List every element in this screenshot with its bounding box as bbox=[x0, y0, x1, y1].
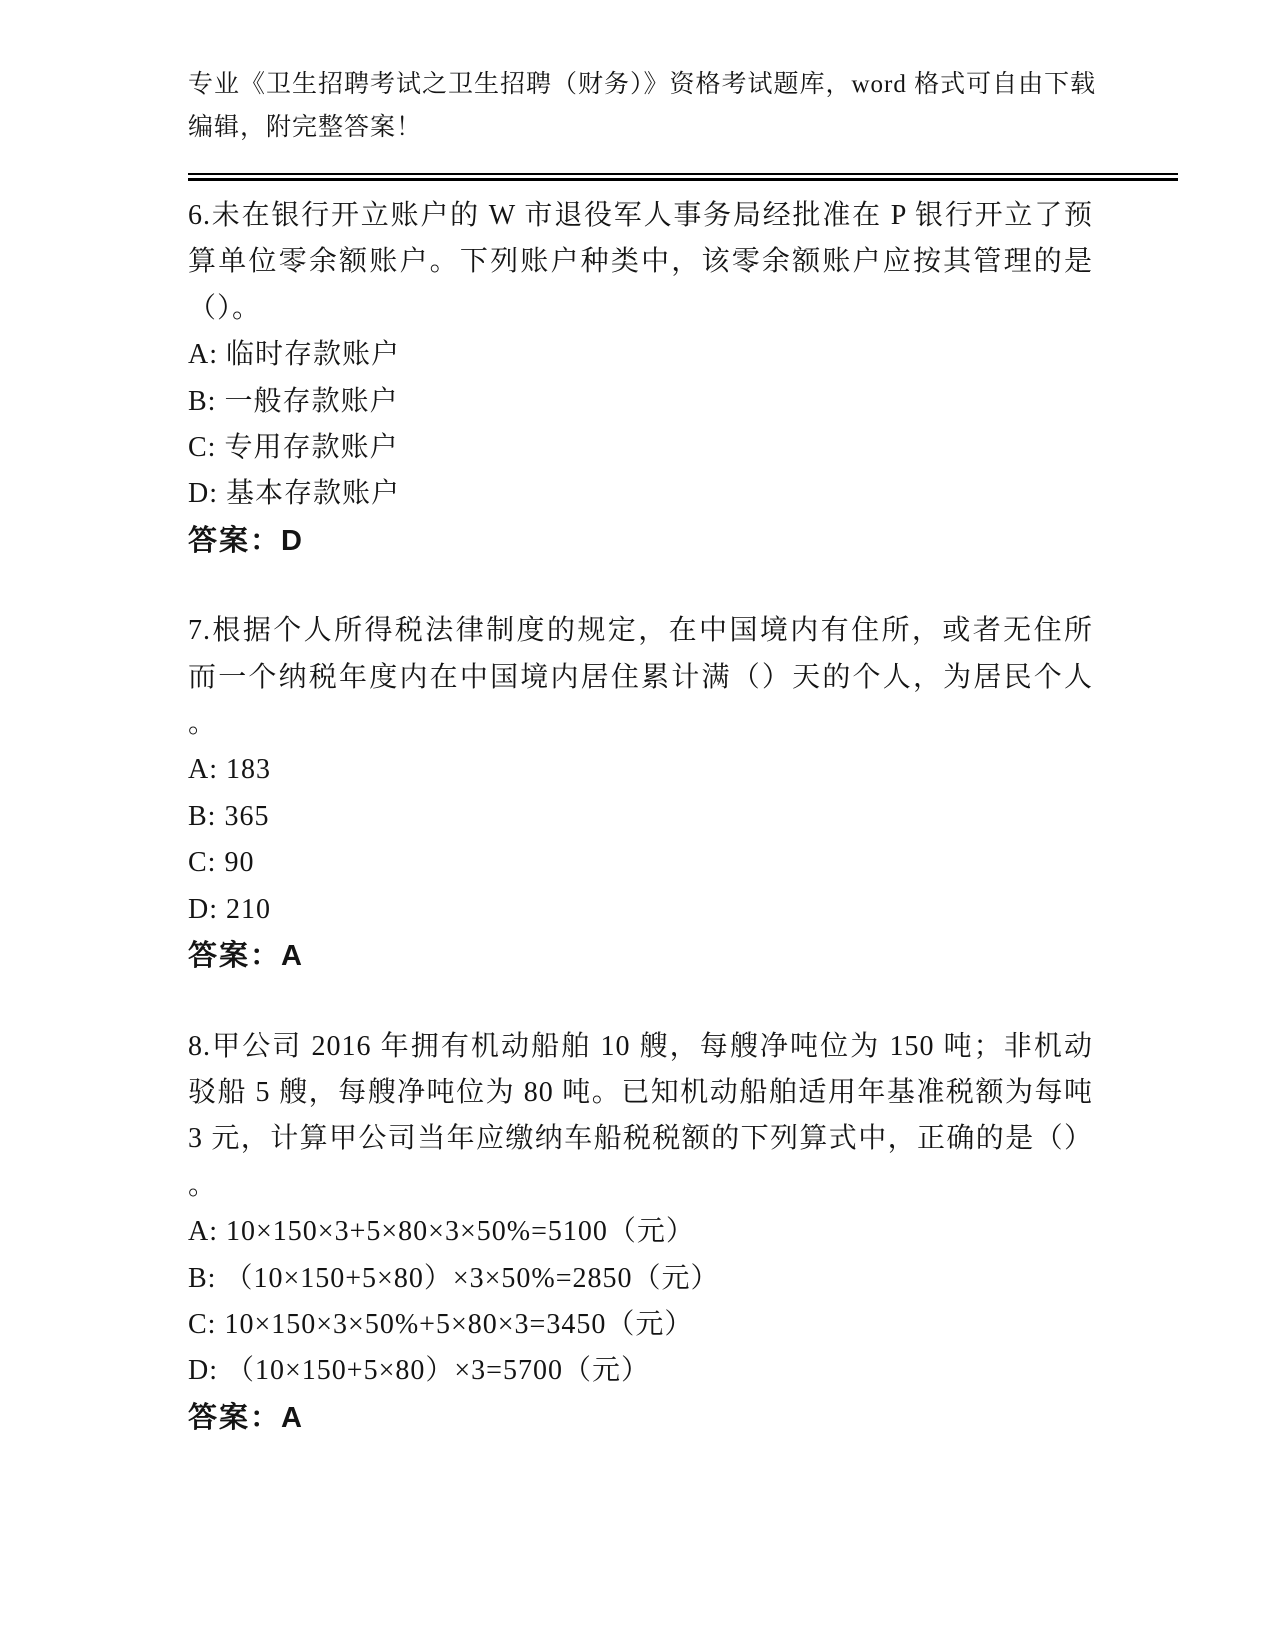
question-block-7 bbox=[188, 608, 1093, 979]
option-item-d: D: （10×150+5×80）×3=5700（元） bbox=[188, 1355, 650, 1387]
option-item-a: A: 183 bbox=[188, 754, 271, 786]
option-item-b: B: 365 bbox=[188, 800, 270, 832]
option-item-d: D: 基本存款账户 bbox=[188, 478, 401, 510]
option-item-a: A: 临时存款账户 bbox=[188, 339, 401, 371]
question-block-6 bbox=[188, 193, 1093, 564]
question-stem-line: 6.未在银行开立账户的 W 市退役军人事务局经批准在 P 银行开立了预 bbox=[188, 200, 1093, 231]
answer-label: 答案：A bbox=[188, 1401, 304, 1434]
question-stem-line: 而一个纳税年度内在中国境内居住累计满（）天的个人，为居民个人 bbox=[188, 661, 1093, 693]
question-stem-line: 8.甲公司 2016 年拥有机动船舶 10 艘，每艘净吨位为 150 吨；非机动 bbox=[188, 1030, 1093, 1062]
document-body bbox=[188, 193, 1093, 1441]
question-stem-line: 算单位零余额账户。下列账户种类中，该零余额账户应按其管理的是 bbox=[188, 246, 1093, 278]
option-item-b: B: （10×150+5×80）×3×50%=2850（元） bbox=[188, 1262, 720, 1294]
question-stem-line: （）。 bbox=[188, 292, 262, 324]
option-item-c: C: 10×150×3×50%+5×80×3=3450（元） bbox=[188, 1308, 694, 1340]
option-item-d: D: 210 bbox=[188, 893, 271, 925]
option-item-b: B: 一般存款账户 bbox=[188, 385, 399, 417]
question-stem-line: 7.根据个人所得税法律制度的规定，在中国境内有住所，或者无住所 bbox=[188, 615, 1093, 647]
option-item-c: C: 专用存款账户 bbox=[188, 432, 399, 464]
question-stem-line: 驳船 5 艘，每艘净吨位为 80 吨。已知机动船舶适用年基准税额为每吨 bbox=[188, 1076, 1093, 1108]
option-item-a: A: 10×150×3+5×80×3×50%=5100（元） bbox=[188, 1216, 695, 1248]
document-header bbox=[188, 63, 1097, 149]
question-stem-line: 。 bbox=[188, 708, 218, 740]
question-stem-line: 。 bbox=[188, 1169, 218, 1201]
answer-label: 答案：A bbox=[188, 940, 304, 973]
header-line-2: 编辑，附完整答案！ bbox=[188, 114, 423, 141]
question-block-8 bbox=[188, 1024, 1093, 1442]
option-item-c: C: 90 bbox=[188, 847, 255, 879]
header-rule-divider bbox=[188, 173, 1178, 181]
answer-label: 答案：D bbox=[188, 524, 304, 557]
question-stem-line: 3 元，计算甲公司当年应缴纳车船税税额的下列算式中，正确的是（） bbox=[188, 1123, 1093, 1155]
header-line-1: 专业《卫生招聘考试之卫生招聘（财务）》资格考试题库，word 格式可自由下载 bbox=[188, 71, 1097, 98]
